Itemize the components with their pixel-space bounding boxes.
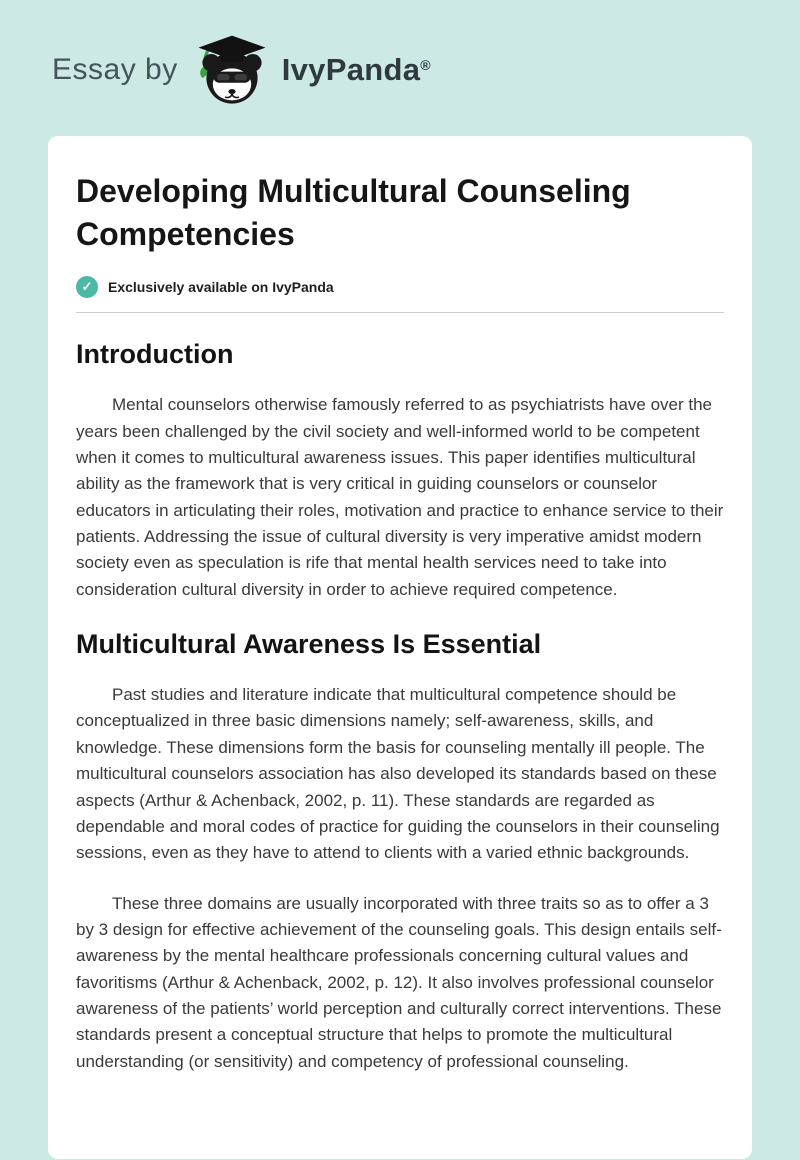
availability-badge [76,276,724,298]
ivypanda-logo[interactable] [192,34,431,106]
header [0,0,800,136]
section-introduction [76,339,724,603]
paragraph: These three domains are usually incorporated with three traits so as to offer a 3 by 3 design for effective achievement of the counseling goals. This design entails self-awareness by the mental healthcare professionals concerning cultural values and favoritisms (Arthur & Achenback, 2002, p. 12). It also involves professional counselor awareness of the patients’ world perception and culturally correct interventions. These standards present a conceptual structure that helps to promote the multicultural understanding (or sensitivity) and competency of professional counseling. [76,893,722,1071]
paragraph: Mental counselors otherwise famously referred to as psychiatrists have over the years been challenged by the civil society and well-informed world to be competent when it comes to multicultural awareness issues. This paper identifies multicultural ability as the framework that is very critical in guiding counselors or counselor educators in articulating their roles, motivation and practice to enhance service to their patients. Addressing the issue of cultural diversity is very imperative amidst modern society even as speculation is rife that mental health services need to take into consideration cultural diversity in order to achieve required competence. [76,395,724,599]
panda-logo-icon [192,34,272,106]
page-title: Developing Multicultural Counseling Competencies [76,173,631,253]
brand-name: IvyPanda® [281,52,431,87]
section-heading: Introduction [76,339,234,370]
availability-text: Exclusively available on IvyPanda [108,279,334,296]
check-icon: ✓ [76,276,98,298]
paragraph: Past studies and literature indicate that multicultural competence should be conceptualized in three basic dimensions namely; self-awareness, skills, and knowledge. These dimensions form the basis for counseling mentally ill people. The multicultural counselors association has also developed its standards based on these aspects (Arthur & Achenback, 2002, p. 11). These standards are regarded as dependable and moral codes of practice for guiding the counselors in their counseling sessions, even as they have to attend to clients with a varied ethnic backgrounds. [76,685,720,863]
divider [76,312,724,313]
essay-by-label: Essay by [52,53,178,86]
article-card [48,136,752,1159]
section-multicultural-awareness [76,629,724,1075]
registered-mark: ® [420,57,431,73]
section-heading: Multicultural Awareness Is Essential [76,629,542,660]
